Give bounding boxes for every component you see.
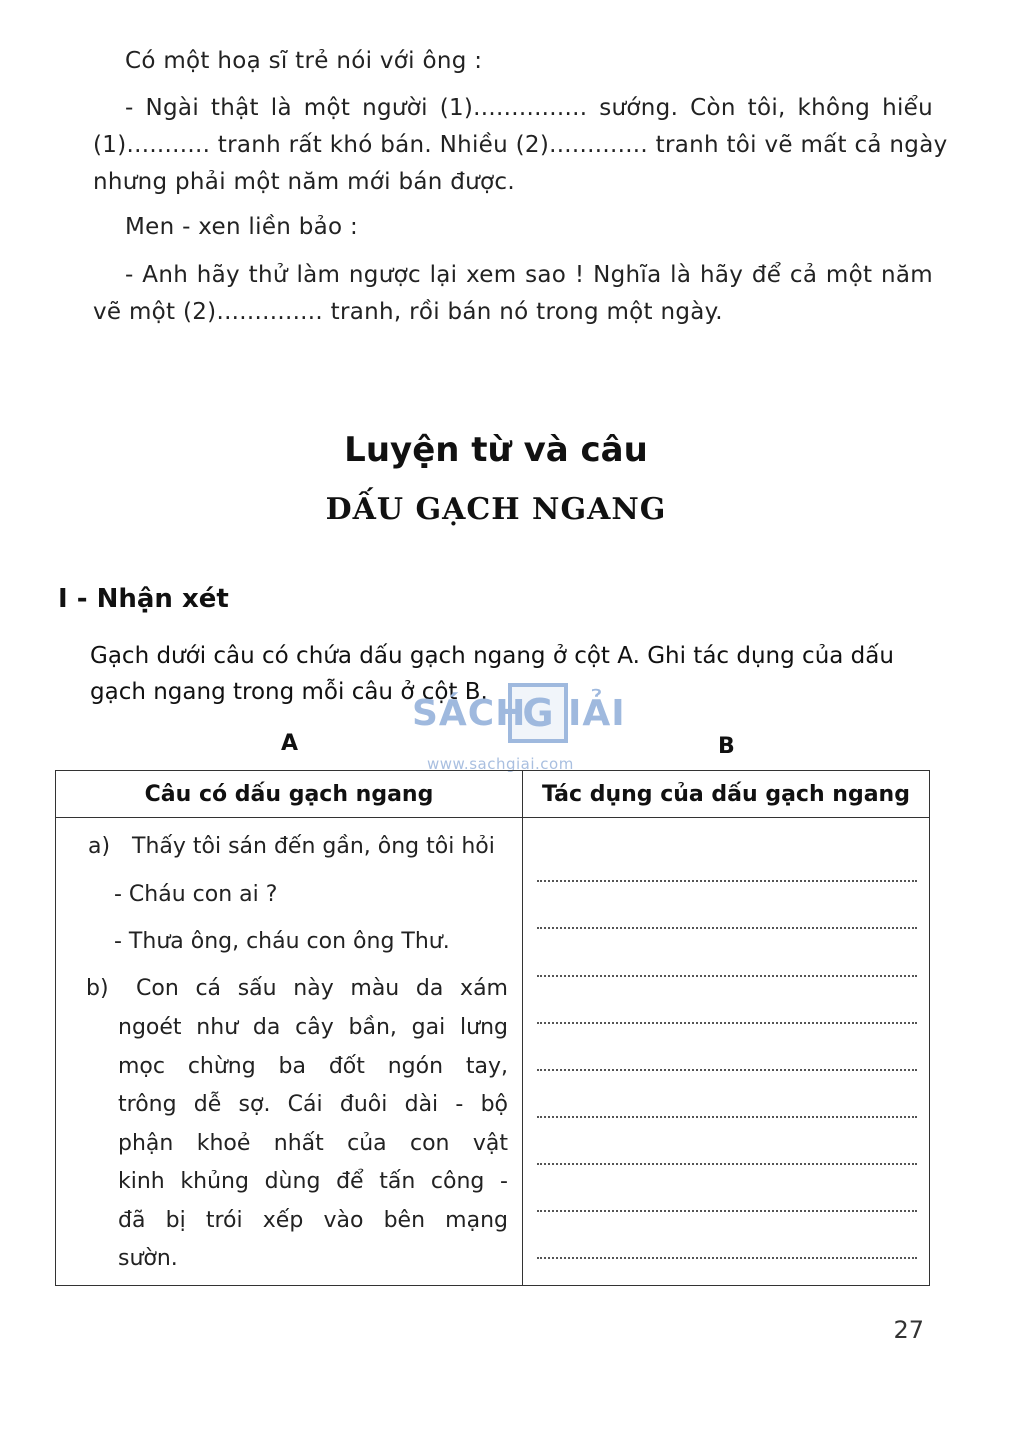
item-b-line-2: ngoét như da cây bần, gai lưng xyxy=(118,1015,508,1040)
column-b-cell xyxy=(523,818,930,1286)
answer-line-1[interactable] xyxy=(537,880,917,882)
answer-line-6[interactable] xyxy=(537,1116,917,1118)
answer-line-5[interactable] xyxy=(537,1069,917,1071)
item-b-line-4: trông dễ sợ. Cái đuôi dài - bộ xyxy=(118,1092,508,1117)
item-a-line-3: - Thưa ông, cháu con ông Thư. xyxy=(114,929,450,954)
story-line-1: Có một hoạ sĩ trẻ nói với ông : xyxy=(125,48,483,74)
item-a-label: a) xyxy=(88,834,111,859)
answer-line-8[interactable] xyxy=(537,1210,917,1212)
item-b-line-3: mọc chừng ba đốt ngón tay, xyxy=(118,1054,508,1079)
watermark-box: G xyxy=(508,683,568,743)
watermark-url: www.sachgiai.com xyxy=(427,755,574,773)
column-letter-a: A xyxy=(281,731,299,756)
answer-line-4[interactable] xyxy=(537,1022,917,1024)
answer-line-7[interactable] xyxy=(537,1163,917,1165)
story-line-2a: - Ngài thật là một người (1)............... sướng. Còn tôi, không hiểu xyxy=(125,95,933,121)
column-a-header: Câu có dấu gạch ngang xyxy=(56,771,523,818)
lesson-title: Luyện từ và câu xyxy=(344,430,648,470)
column-a-cell xyxy=(56,818,523,1286)
answer-line-2[interactable] xyxy=(537,927,917,929)
column-letter-b: B xyxy=(718,734,735,759)
item-b-line-8: sườn. xyxy=(118,1246,178,1271)
page-number: 27 xyxy=(893,1316,924,1344)
item-b-line-7: đã bị trói xếp vào bên mạng xyxy=(118,1208,508,1233)
item-a-line-1: Thấy tôi sán đến gần, ông tôi hỏi xyxy=(132,834,495,859)
story-line-2b: (1)........... tranh rất khó bán. Nhiều (2)............. tranh tôi vẽ mất cả ngày xyxy=(93,132,948,158)
story-line-4a: - Anh hãy thử làm ngược lại xem sao ! Nghĩa là hãy để cả một năm xyxy=(125,262,933,288)
watermark-right: IẢI xyxy=(568,693,626,734)
watermark-left: SÁCH xyxy=(412,693,527,734)
lesson-subtitle: DẤU GẠCH NGANG xyxy=(325,492,667,527)
table-header-row xyxy=(56,771,930,818)
item-b-label: b) xyxy=(86,976,109,1001)
story-line-3: Men - xen liền bảo : xyxy=(125,214,359,240)
item-a-line-2: - Cháu con ai ? xyxy=(114,882,278,907)
item-b-line-5: phận khoẻ nhất của con vật xyxy=(118,1131,508,1156)
item-b-line-6: kinh khủng dùng để tấn công - xyxy=(118,1169,508,1194)
answer-line-3[interactable] xyxy=(537,975,917,977)
story-line-4b: vẽ một (2).............. tranh, rồi bán nó trong một ngày. xyxy=(93,299,723,325)
watermark-logo xyxy=(412,683,626,773)
section-heading: I - Nhận xét xyxy=(58,584,229,614)
table-body-row xyxy=(56,818,930,1286)
exercise-table xyxy=(55,770,930,1286)
item-b-line-1: Con cá sấu này màu da xám xyxy=(136,976,508,1001)
story-line-2c: nhưng phải một năm mới bán được. xyxy=(93,169,515,195)
column-b-header: Tác dụng của dấu gạch ngang xyxy=(523,771,930,818)
section-instruction: Gạch dưới câu có chứa dấu gạch ngang ở cột A. Ghi tác dụng của dấu gạch ngang trong mỗi câu ở cột B. xyxy=(90,643,894,705)
answer-line-9[interactable] xyxy=(537,1257,917,1259)
